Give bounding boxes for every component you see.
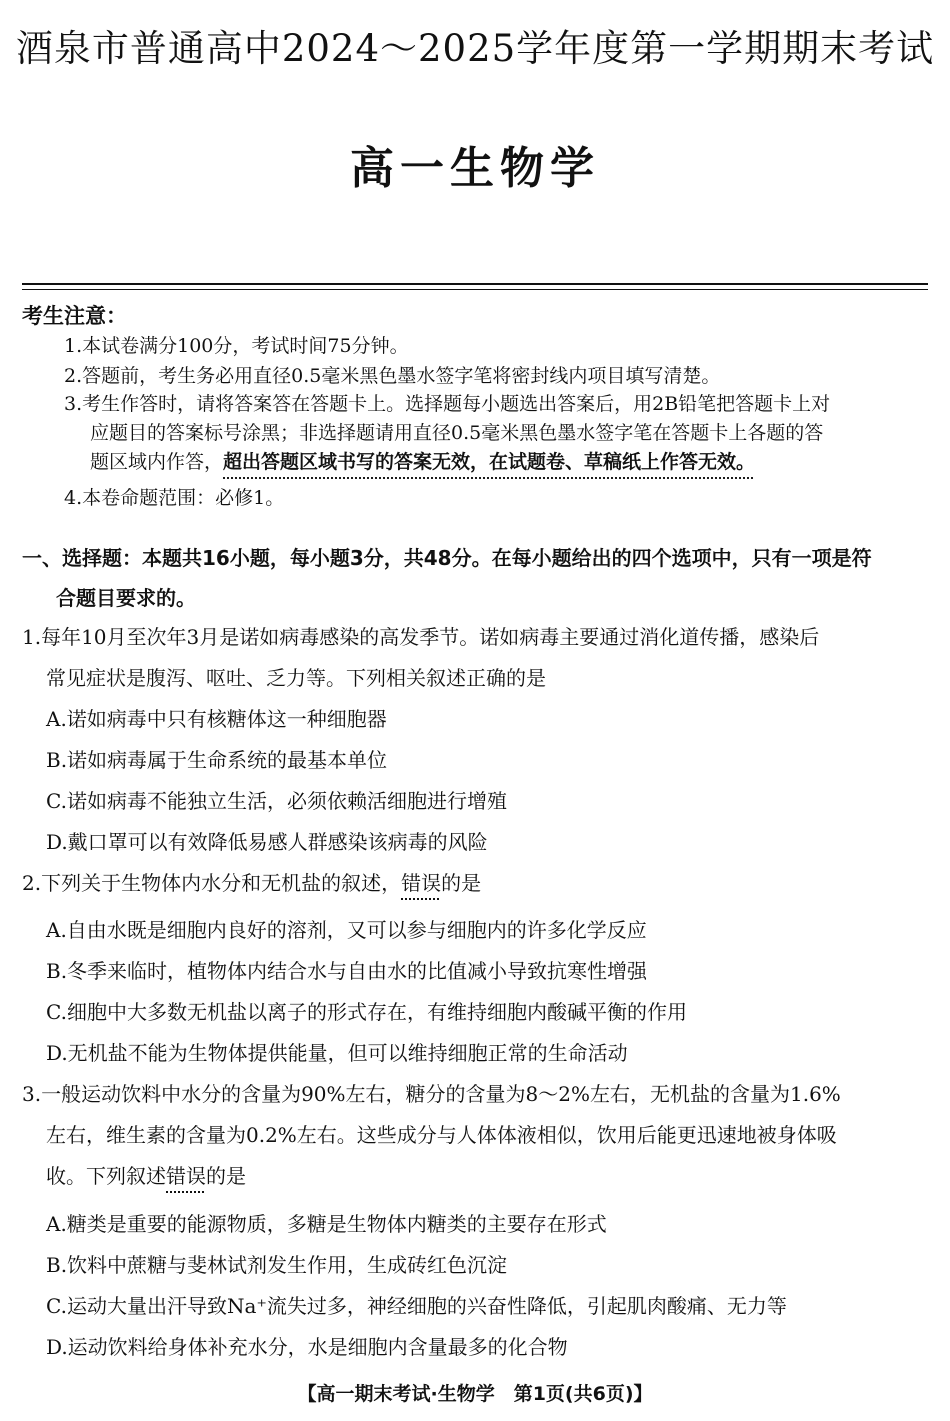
question-2-stem-end: 的是 [441,871,482,895]
divider-line-thin [22,289,928,290]
notice-item-3-line-1: 3.考生作答时，请将答案答在答题卡上。选择题每小题选出答案后，用2B铅笔把答题卡上对 [64,393,831,415]
question-3-stem-line-1: 3.一般运动饮料中水分的含量为90%左右，糖分的含量为8～2%左右，无机盐的含量为1.6% [22,1082,841,1106]
notice-heading: 考生注意： [22,304,127,328]
notice-item-3-line-3 [90,447,755,474]
notice-item-3-line-2: 应题目的答案标号涂黑；非选择题请用直径0.5毫米黑色墨水签字笔在答题卡上各题的答 [90,422,824,444]
question-1-option-d: D.戴口罩可以有效降低易感人群感染该病毒的风险 [46,830,488,854]
question-2-stem-text: 2.下列关于生物体内水分和无机盐的叙述， [22,871,402,895]
section-heading-line-2: 合题目要求的。 [56,586,196,610]
question-3-option-b: B.饮料中蔗糖与斐林试剂发生作用，生成砖红色沉淀 [46,1253,508,1277]
question-2-option-d: D.无机盐不能为生物体提供能量，但可以维持细胞正常的生命活动 [46,1041,628,1065]
divider-line [22,283,928,285]
question-3-stem-end: 的是 [206,1164,246,1188]
question-1-option-c: C.诺如病毒不能独立生活，必须依赖活细胞进行增殖 [46,789,507,813]
question-3-emphasis: 错误 [166,1164,206,1188]
section-heading-line-1: 一、选择题：本题共16小题，每小题3分，共48分。在每小题给出的四个选项中，只有一项是符 [22,546,872,570]
question-1-option-a: A.诺如病毒中只有核糖体这一种细胞器 [46,707,387,731]
notice-item-3-text: 题区域内作答， [90,451,224,473]
exam-title: 酒泉市普通高中2024～2025学年度第一学期期末考试 [15,27,935,70]
page-footer: 【高一期末考试·生物学 第1页(共6页)】 [297,1383,653,1405]
question-2-option-a: A.自由水既是细胞内良好的溶剂，又可以参与细胞内的许多化学反应 [46,918,647,942]
question-3-stem-text: 收。下列叙述 [46,1164,166,1188]
question-2-stem [22,867,481,896]
question-1-option-b: B.诺如病毒属于生命系统的最基本单位 [46,748,388,772]
question-2-emphasis: 错误 [401,871,442,895]
notice-warning: 超出答题区域书写的答案无效，在试题卷、草稿纸上作答无效。 [223,451,756,473]
question-3-option-a: A.糖类是重要的能源物质，多糖是生物体内糖类的主要存在形式 [46,1212,607,1236]
question-2-option-b: B.冬季来临时，植物体内结合水与自由水的比值减小导致抗寒性增强 [46,959,648,983]
notice-item-1: 1.本试卷满分100分，考试时间75分钟。 [64,335,409,357]
notice-item-4: 4.本卷命题范围：必修1。 [64,487,285,509]
subject-title: 高一生物学 [350,143,600,194]
question-2-option-c: C.细胞中大多数无机盐以离子的形式存在，有维持细胞内酸碱平衡的作用 [46,1000,687,1024]
question-3-option-d: D.运动饮料给身体补充水分，水是细胞内含量最多的化合物 [46,1335,568,1359]
question-1-stem-line-1: 1.每年10月至次年3月是诺如病毒感染的高发季节。诺如病毒主要通过消化道传播，感染后 [22,625,820,649]
question-3-stem-line-3 [46,1160,246,1189]
question-1-stem-line-2: 常见症状是腹泻、呕吐、乏力等。下列相关叙述正确的是 [46,666,546,690]
notice-item-2: 2.答题前，考生务必用直径0.5毫米黑色墨水签字笔将密封线内项目填写清楚。 [64,365,721,387]
question-3-stem-line-2: 左右，维生素的含量为0.2%左右。这些成分与人体体液相似，饮用后能更迅速地被身体吸 [46,1123,837,1147]
question-3-option-c: C.运动大量出汗导致Na⁺流失过多，神经细胞的兴奋性降低，引起肌肉酸痛、无力等 [46,1294,787,1318]
